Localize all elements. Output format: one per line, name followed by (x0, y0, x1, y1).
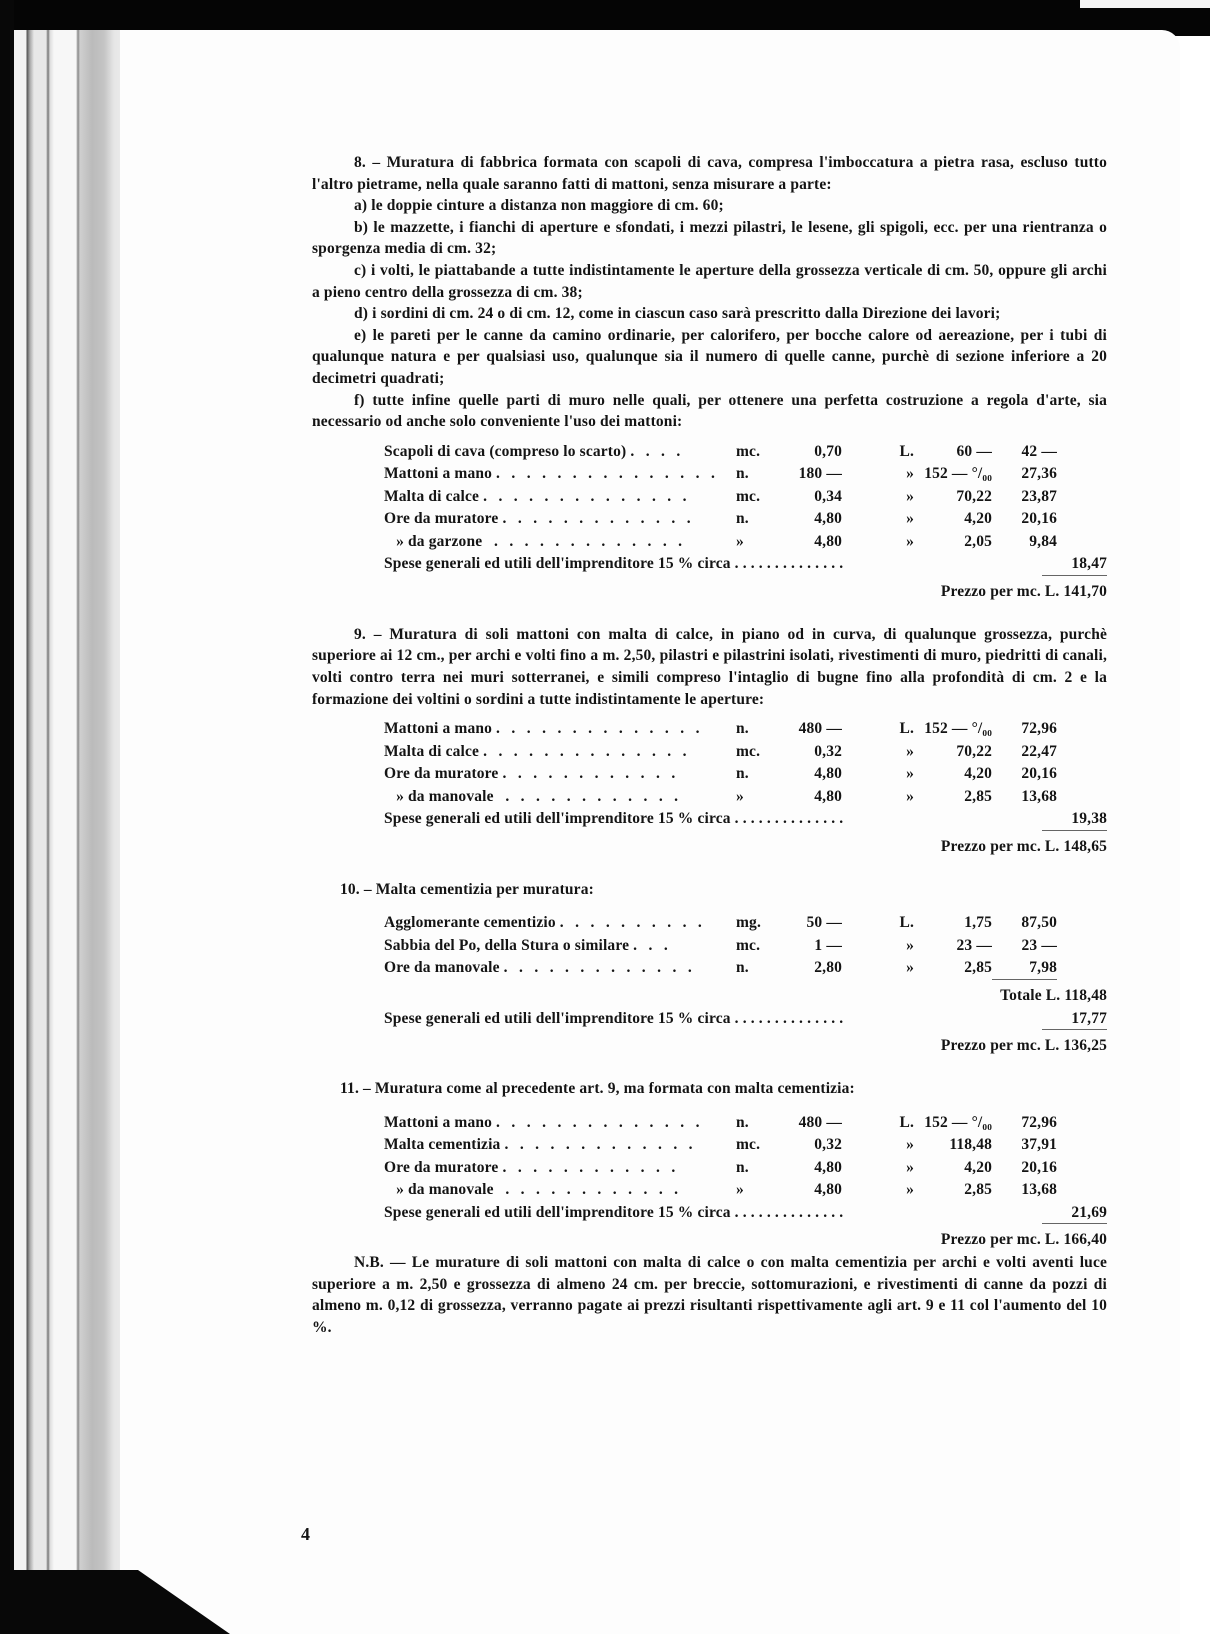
table-row (384, 718, 1107, 741)
row-quantity: 480 — (798, 720, 842, 738)
row-unit-price: 70,22 (956, 487, 992, 505)
row-unit-price: 23 — (956, 936, 992, 954)
row-currency: » (906, 936, 914, 954)
row-label: Ore da manovale (384, 959, 500, 977)
row-unit: n. (736, 1113, 749, 1131)
article-8-intro: 8. – Muratura di fabbrica formata con scapoli di cava, compresa l'imboccatura a pietra rasa, escluso tutto l'altro pietrame, nella quale saranno fatti di mattoni, senza misurare a parte: (312, 154, 1107, 193)
row-unit-price: 118,48 (949, 1136, 992, 1154)
row-unit: n. (736, 959, 749, 977)
row-unit-price: 60 — (956, 442, 992, 460)
row-unit-price: 70,22 (956, 742, 992, 760)
row-unit-price: 2,85 (964, 787, 992, 805)
row-label: Mattoni a mano (384, 720, 493, 738)
table-row (384, 763, 1107, 786)
row-amount: 72,96 (1021, 1113, 1057, 1131)
table-row (384, 1112, 1107, 1135)
row-quantity: 4,80 (814, 532, 842, 550)
row-unit: n. (736, 720, 749, 738)
leader-dots: . . . . . . . . . . (559, 914, 706, 932)
row-label: Malta cementizia (384, 1136, 501, 1154)
overhead-amount: 18,47 (1042, 553, 1107, 576)
overhead-row (384, 1008, 1107, 1031)
article-11-intro: 11. – Muratura come al precedente art. 9, ma formata con malta cementizia: (340, 1080, 855, 1098)
table-row (384, 957, 1107, 980)
scan-frame-left (0, 0, 14, 1634)
row-currency: » (906, 765, 914, 783)
row-amount: 20,16 (1021, 510, 1057, 528)
article-10-cost-table (384, 912, 1107, 1058)
row-quantity: 0,32 (814, 1136, 842, 1154)
row-unit: mg. (736, 914, 761, 932)
row-amount: 23,87 (1021, 487, 1057, 505)
row-currency: » (906, 1181, 914, 1199)
row-label: Mattoni a mano (384, 465, 493, 483)
row-unit: mc. (736, 442, 761, 460)
table-row (384, 531, 1107, 554)
article-11 (312, 1078, 1107, 1252)
row-currency: » (906, 1136, 914, 1154)
row-quantity: 4,80 (814, 765, 842, 783)
leader-dots: . . . . . . . . . . . . . . . (496, 465, 719, 483)
row-unit-price: 4,20 (964, 1158, 992, 1176)
article-8-item-e: e) le pareti per le canne da camino ordinarie, per calorifero, per bocche calore od aereazione, per i tubi di qualunque natura e per qualsiasi uso, qualunque sia il numero di quelle canne, purchè di sezione inferiore a 20 decimetri quadrati; (312, 326, 1107, 387)
row-unit: mc. (736, 936, 761, 954)
row-unit: n. (736, 765, 749, 783)
leader-dots: . . . . . . . . . . . . . (504, 1136, 697, 1154)
leader-dots: . . . . . . . . . . . . (502, 765, 680, 783)
article-8-item-c: c) i volti, le piattabande a tutte indistintamente le aperture della grossezza verticale di cm. 50, oppure gli archi a pieno centro della grossezza di cm. 38; (312, 261, 1107, 301)
article-8 (312, 152, 1107, 604)
scan-frame-notch (1080, 0, 1210, 8)
row-label: Mattoni a mano (384, 1113, 493, 1131)
leader-dots: . . . . . . . . . . . . (502, 1158, 680, 1176)
row-unit-price: 1,75 (964, 914, 992, 932)
row-amount: 23 — (1021, 936, 1057, 954)
row-unit: » (736, 532, 744, 550)
row-currency: L. (899, 914, 914, 932)
row-unit-price: 4,20 (964, 510, 992, 528)
overhead-label: Spese generali ed utili dell'imprenditore 15 % circa . . . . . . . . . . . . . . (384, 810, 844, 828)
article-8-item-d: d) i sordini di cm. 24 o di cm. 12, come in ciascun caso sarà prescritto dalla Direzione dei lavori; (354, 305, 1001, 323)
page-number: 4 (301, 1524, 310, 1544)
leader-dots: . . . . . . . . . . . . . . (483, 487, 691, 505)
row-currency: L. (899, 720, 914, 738)
row-unit: » (736, 1181, 744, 1199)
article-8-cost-table (384, 441, 1107, 604)
table-row (384, 463, 1107, 486)
row-quantity: 4,80 (814, 1181, 842, 1199)
overhead-row (384, 808, 1107, 831)
row-amount: 20,16 (1021, 1158, 1057, 1176)
table-row (384, 508, 1107, 531)
row-amount: 27,36 (1021, 465, 1057, 483)
leader-dots: . . . . . . . . . . . . (497, 1181, 682, 1199)
row-currency: » (906, 532, 914, 550)
leader-dots: . . . (633, 936, 672, 954)
article-11-cost-table (384, 1112, 1107, 1253)
price-per-mc-text: Prezzo per mc. L. 136,25 (940, 1037, 1107, 1055)
row-amount: 7,98 (992, 957, 1057, 980)
row-amount: 42 — (1021, 442, 1057, 460)
row-amount: 37,91 (1021, 1136, 1057, 1154)
row-amount: 9,84 (1029, 532, 1057, 550)
row-label: » da manovale (384, 787, 494, 805)
table-row (384, 935, 1107, 958)
price-per-mc-text: Prezzo per mc. L. 148,65 (940, 837, 1107, 855)
row-currency: L. (899, 442, 914, 460)
leader-dots: . . . . . . . . . . . . . . (496, 720, 704, 738)
row-unit: n. (736, 1158, 749, 1176)
row-currency: » (906, 1158, 914, 1176)
row-label: Malta di calce (384, 742, 480, 760)
overhead-row (384, 1202, 1107, 1225)
table-row (384, 1157, 1107, 1180)
row-quantity: 4,80 (814, 510, 842, 528)
article-8-item-a: a) le doppie cinture a distanza non maggiore di cm. 60; (354, 197, 724, 215)
row-amount: 22,47 (1021, 742, 1057, 760)
overhead-amount: 19,38 (1042, 808, 1107, 831)
price-per-mc (384, 1034, 1107, 1058)
price-per-mc (384, 580, 1107, 604)
document-body (312, 152, 1107, 1339)
row-label: Malta di calce (384, 487, 480, 505)
row-quantity: 50 — (806, 914, 842, 932)
price-per-mc (384, 835, 1107, 859)
row-quantity: 2,80 (814, 959, 842, 977)
price-per-mc-text: Prezzo per mc. L. 166,40 (940, 1231, 1107, 1249)
row-quantity: 0,32 (814, 742, 842, 760)
row-label: » da manovale (384, 1181, 494, 1199)
row-currency: » (906, 742, 914, 760)
overhead-amount: 17,77 (1042, 1008, 1107, 1031)
row-currency: » (906, 487, 914, 505)
leader-dots: . . . . . . . . . . . . . . (483, 742, 691, 760)
row-unit-price: 152 — °/₀₀ (924, 1113, 992, 1131)
leader-dots: . . . . . . . . . . . . . (503, 959, 696, 977)
row-unit: n. (736, 465, 749, 483)
article-8-item-b: b) le mazzette, i fianchi di aperture e sfondati, i mezzi pilastri, le lesene, gli spigoli, ecc. per una rientranza o sporgenza media di cm. 32; (312, 218, 1107, 258)
overhead-label: Spese generali ed utili dell'imprenditore 15 % circa . . . . . . . . . . . . . . (384, 1203, 844, 1221)
subtotal-text: Totale L. 118,48 (1000, 986, 1107, 1004)
row-unit-price: 152 — °/₀₀ (924, 720, 992, 738)
row-unit-price: 2,85 (964, 1181, 992, 1199)
row-amount: 13,68 (1021, 1181, 1057, 1199)
table-row (384, 1134, 1107, 1157)
price-per-mc (384, 1228, 1107, 1252)
row-amount: 20,16 (1021, 765, 1057, 783)
overhead-label: Spese generali ed utili dell'imprenditore 15 % circa . . . . . . . . . . . . . . (384, 555, 844, 573)
article-9-cost-table (384, 718, 1107, 859)
row-unit: mc. (736, 1136, 761, 1154)
row-unit: mc. (736, 742, 761, 760)
row-currency: » (906, 959, 914, 977)
row-currency: » (906, 465, 914, 483)
row-label: Ore da muratore (384, 1158, 499, 1176)
row-unit-price: 152 — °/₀₀ (924, 465, 992, 483)
row-unit-price: 4,20 (964, 765, 992, 783)
article-10-intro: 10. – Malta cementizia per muratura: (340, 880, 594, 898)
row-currency: » (906, 787, 914, 805)
row-label: Sabbia del Po, della Stura o similare (384, 936, 630, 954)
row-amount: 13,68 (1021, 787, 1057, 805)
article-9 (312, 624, 1107, 859)
row-label: Scapoli di cava (compreso lo scarto) (384, 442, 627, 460)
table-row (384, 741, 1107, 764)
overhead-label: Spese generali ed utili dell'imprenditore 15 % circa . . . . . . . . . . . . . . (384, 1009, 844, 1027)
row-currency: » (906, 510, 914, 528)
table-row (384, 912, 1107, 935)
row-label: » da garzone (384, 532, 483, 550)
row-quantity: 1 — (814, 936, 842, 954)
overhead-row (384, 553, 1107, 576)
nota-bene: N.B. — Le murature di soli mattoni con malta di calce o con malta cementizia per archi e volti aventi luce superiore a m. 2,50 e grossezza di almeno 24 cm. per breccie, sottomurazioni, e rivestimenti di canne da pozzi di almeno m. 0,12 di grossezza, verranno pagate ai prezzi risultanti rispettivamente agli art. 9 e 11 col l'aumento del 10 %. (312, 1254, 1107, 1337)
row-currency: L. (899, 1113, 914, 1131)
row-amount: 72,96 (1021, 720, 1057, 738)
row-quantity: 4,80 (814, 1158, 842, 1176)
table-row (384, 786, 1107, 809)
leader-dots: . . . . . . . . . . . . . (502, 510, 695, 528)
row-amount: 87,50 (1021, 914, 1057, 932)
subtotal (384, 984, 1107, 1008)
row-quantity: 180 — (798, 465, 842, 483)
article-10 (312, 879, 1107, 1059)
row-label: Agglomerante cementizio (384, 914, 556, 932)
leader-dots: . . . . (630, 442, 685, 460)
price-per-mc-text: Prezzo per mc. L. 141,70 (940, 582, 1107, 600)
row-unit: » (736, 787, 744, 805)
article-8-item-f: f) tutte infine quelle parti di muro nelle quali, per ottenere una perfetta costruzione a regola d'arte, sia necessario od anche solo conveniente l'uso dei mattoni: (312, 391, 1107, 431)
row-unit-price: 2,05 (964, 532, 992, 550)
leader-dots: . . . . . . . . . . . . (497, 787, 682, 805)
row-label: Ore da muratore (384, 510, 499, 528)
table-row (384, 1179, 1107, 1202)
article-9-intro: 9. – Muratura di soli mattoni con malta di calce, in piano od in curva, di qualunque grossezza, purchè superiore ai 12 cm., per archi e volti fino a m. 2,50, pilastri e pilastrini isolati, rivestimenti di muro, piedritti di canali, volti contro terra nei muri sotterranei, e simili compreso l'intaglio di bugne fino alla profondità di cm. 2 e la formazione dei voltini o sordini a tutte indistintamente le aperture: (312, 625, 1107, 708)
leader-dots: . . . . . . . . . . . . . (486, 532, 686, 550)
row-quantity: 0,70 (814, 442, 842, 460)
row-quantity: 0,34 (814, 487, 842, 505)
row-quantity: 480 — (798, 1113, 842, 1131)
table-row (384, 441, 1107, 464)
row-unit: n. (736, 510, 749, 528)
row-quantity: 4,80 (814, 787, 842, 805)
row-unit-price: 2,85 (964, 959, 992, 977)
row-label: Ore da muratore (384, 765, 499, 783)
leader-dots: . . . . . . . . . . . . . . (496, 1113, 704, 1131)
table-row (384, 486, 1107, 509)
overhead-amount: 21,69 (1042, 1202, 1107, 1225)
row-unit: mc. (736, 487, 761, 505)
